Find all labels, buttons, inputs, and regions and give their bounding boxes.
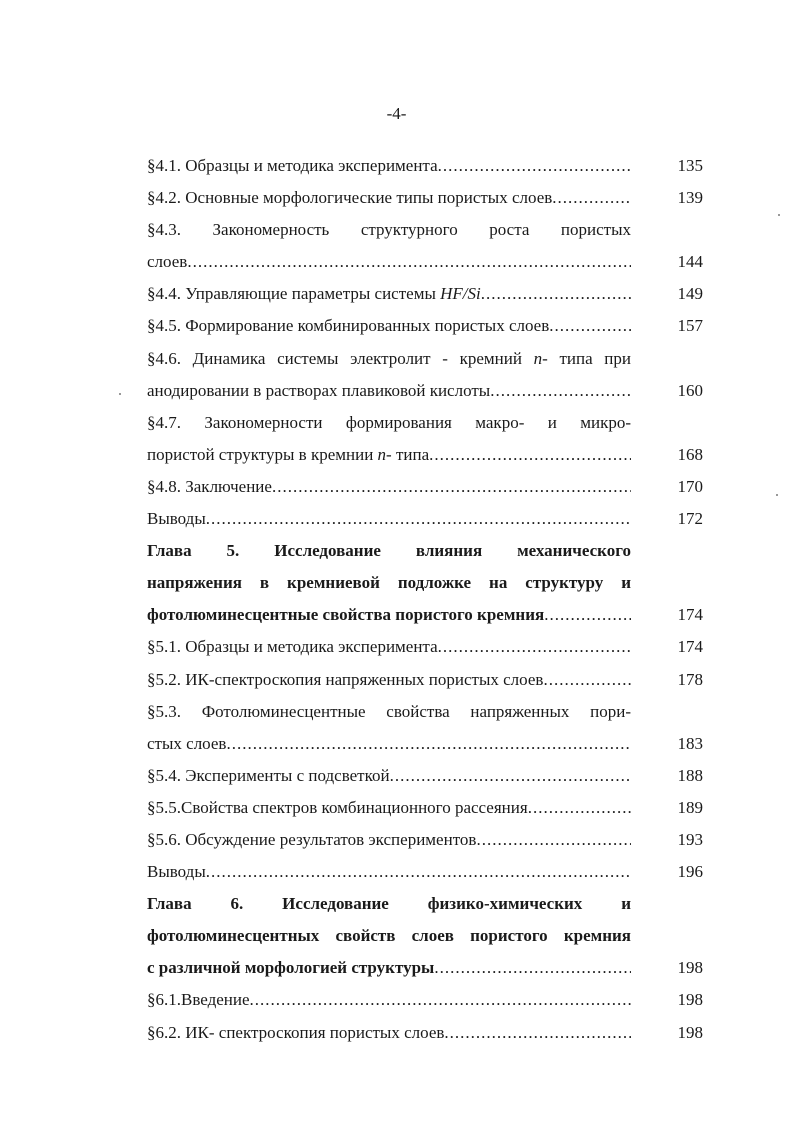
toc-page-number: 168 [677, 444, 703, 464]
toc-entry-line [147, 760, 631, 792]
toc-entry-title: напряжения в кремниевой подложке на структуру и [147, 573, 631, 593]
toc-entry-title: §4.1. Образцы и методика эксперимента [147, 156, 438, 175]
toc-entry [147, 182, 703, 214]
toc-entry-title: §5.5.Свойства спектров комбинационного рассеяния [147, 797, 528, 817]
dot-leader [429, 439, 631, 471]
dot-leader [206, 856, 631, 888]
toc-entry-line [147, 920, 631, 952]
toc-entry [147, 1017, 703, 1049]
toc-page-number: 135 [677, 156, 703, 175]
dot-leader [476, 824, 631, 856]
dot-leader [543, 664, 631, 696]
toc-entry-line [147, 246, 631, 278]
toc-entry-line [147, 278, 631, 310]
toc-entry-line [147, 631, 631, 663]
toc-entry [147, 310, 703, 342]
toc-entry-line [147, 824, 631, 856]
toc-entry [147, 150, 703, 182]
toc-entry-line [147, 535, 631, 567]
toc-entry-line [147, 375, 631, 407]
dot-leader [187, 246, 631, 278]
toc-entry [147, 278, 703, 310]
dot-leader [549, 310, 631, 342]
toc-entry [147, 214, 703, 278]
toc-entry-title: анодировании в растворах плавиковой кислоты [147, 380, 491, 400]
toc-entry-line [147, 696, 631, 728]
toc-entry-title: стых слоев [147, 733, 227, 753]
dot-leader [250, 984, 631, 1016]
toc-entry-line [147, 503, 631, 535]
toc-entry [147, 664, 703, 696]
toc-entry-line [147, 984, 631, 1016]
toc-entry [147, 696, 703, 760]
toc-entry-line [147, 150, 631, 182]
toc-entry [147, 503, 703, 535]
dot-leader [481, 278, 631, 310]
toc-page-number: 198 [677, 958, 703, 978]
toc-entry-title: с различной морфологией структуры [147, 958, 435, 978]
toc-entry-title: слоев [147, 252, 188, 272]
toc-entry-title: Выводы [147, 862, 206, 882]
dot-leader [438, 631, 631, 663]
toc-entry-title: фотолюминесцентных свойств слоев пористого кремния [147, 926, 631, 946]
toc-page-number: 149 [677, 284, 703, 304]
toc-entry-title: Выводы [147, 509, 206, 529]
toc-entry-title: §5.4. Эксперименты с подсветкой [147, 765, 390, 785]
toc-entry-line [147, 471, 631, 503]
toc-entry [147, 407, 703, 471]
toc-page-number: 196 [677, 862, 703, 882]
toc-page-number: 157 [677, 316, 703, 336]
toc-entry-line [147, 888, 631, 920]
dot-leader [490, 375, 631, 407]
toc-entry-title: §5.6. Обсуждение результатов экспериментов [147, 829, 477, 849]
dot-leader [438, 150, 631, 182]
toc-entry-title: §4.5. Формирование комбинированных пористых слоев [147, 316, 550, 336]
toc-entry-line [147, 182, 631, 214]
toc-entry-line [147, 567, 631, 599]
toc-page-number: 198 [677, 1022, 703, 1042]
toc-entry-title: фотолюминесцентные свойства пористого кремния [147, 605, 545, 625]
toc-chapter-entry [147, 535, 703, 631]
toc-entry-title: §4.8. Заключение [147, 476, 272, 496]
dot-leader [552, 182, 631, 214]
page-number: -4- [386, 104, 407, 123]
scan-speck [119, 393, 121, 395]
scan-speck [778, 214, 780, 216]
toc-page-number: 160 [677, 380, 703, 400]
toc-entry [147, 856, 703, 888]
toc-page-number: 174 [677, 637, 703, 657]
toc-page-number: 183 [677, 733, 703, 753]
toc-entry-line [147, 664, 631, 696]
toc-entry-line [147, 343, 631, 375]
toc-entry-title: Глава 5. Исследование влияния механического [147, 541, 631, 561]
toc-entry-title: Глава 6. Исследование физико-химических и [147, 894, 631, 914]
toc-entry-title: §4.7. Закономерности формирования макро- и микро- [147, 412, 631, 432]
toc-entry-line [147, 952, 631, 984]
toc-entry-title: §4.6. Динамика системы электролит - кремний n- типа при [147, 348, 631, 368]
toc-entry-title: §5.2. ИК-спектроскопия напряженных пористых слоев [147, 669, 544, 689]
toc-page-number: 174 [677, 605, 703, 625]
toc-entry-title: §6.1.Введение [147, 990, 250, 1010]
toc-entry-line [147, 792, 631, 824]
toc-entry [147, 824, 703, 856]
dot-leader [206, 503, 631, 535]
toc-entry-title: §4.4. Управляющие параметры системы HF/Si [147, 284, 481, 304]
dot-leader [444, 1017, 631, 1049]
toc-entry-line [147, 310, 631, 342]
toc-page-number: 189 [677, 797, 703, 817]
dot-leader [528, 792, 631, 824]
toc-entry-line [147, 439, 631, 471]
toc-entry-line [147, 214, 631, 246]
toc-page-number: 172 [677, 509, 703, 529]
toc-entry [147, 760, 703, 792]
dot-leader [272, 471, 631, 503]
dot-leader [434, 952, 631, 984]
toc-entry-title: §6.2. ИК- спектроскопия пористых слоев [147, 1022, 445, 1042]
toc-entry [147, 631, 703, 663]
toc-entry-title: §5.3. Фотолюминесцентные свойства напряженных пори- [147, 701, 631, 721]
toc-page-number: 139 [677, 188, 703, 208]
toc-entry-line [147, 599, 631, 631]
toc-entry-title: пористой структуры в кремнии n- типа [147, 444, 430, 464]
toc-entry-line [147, 728, 631, 760]
toc-entry-line [147, 1017, 631, 1049]
scan-speck [776, 494, 778, 496]
dot-leader [390, 760, 631, 792]
toc-page-number: 193 [677, 829, 703, 849]
toc-page-number: 144 [677, 252, 703, 272]
toc-page-number: 170 [677, 476, 703, 496]
toc-entry-line [147, 407, 631, 439]
toc-page-number: 198 [677, 990, 703, 1010]
toc-entry-line [147, 856, 631, 888]
toc-page-number: 178 [677, 669, 703, 689]
table-of-contents [147, 150, 703, 1049]
toc-entry-title: §4.3. Закономерность структурного роста пористых [147, 220, 631, 240]
toc-entry [147, 343, 703, 407]
toc-entry [147, 792, 703, 824]
dot-leader [544, 599, 631, 631]
toc-chapter-entry [147, 888, 703, 984]
toc-entry [147, 984, 703, 1016]
toc-entry-title: §4.2. Основные морфологические типы пористых слоев [147, 188, 553, 208]
toc-entry [147, 471, 703, 503]
toc-page-number: 188 [677, 765, 703, 785]
dot-leader [226, 728, 631, 760]
toc-entry-title: §5.1. Образцы и методика эксперимента [147, 637, 438, 657]
